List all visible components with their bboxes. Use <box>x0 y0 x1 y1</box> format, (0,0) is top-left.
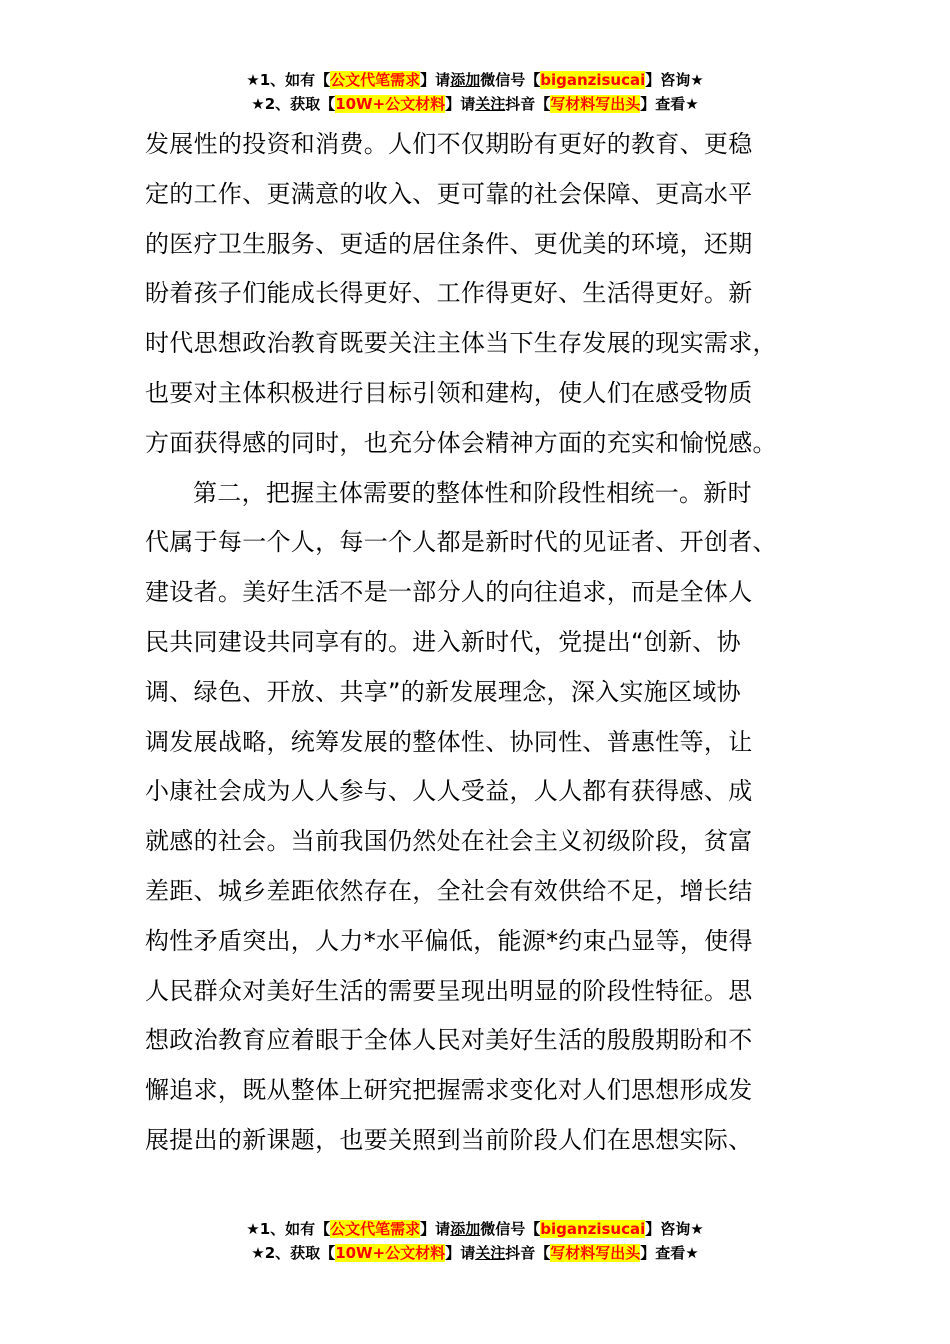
body-line: 发展性的投资和消费。人们不仅期盼有更好的教育、更稳 <box>145 130 753 158</box>
body-line: 展提出的新课题，也要关照到当前阶段人们在思想实际、 <box>145 1125 753 1154</box>
header-banner <box>0 68 950 116</box>
body-line: 想政治教育应着眼于全体人民对美好生活的殷殷期盼和不 <box>145 1026 753 1055</box>
highlight-materials: 10W+公文材料 <box>335 1244 446 1262</box>
body-line: 调发展战略，统筹发展的整体性、协同性、普惠性等，让 <box>145 727 753 756</box>
highlight-materials: 10W+公文材料 <box>335 95 446 113</box>
body-line: 民共同建设共同享有的。进入新时代，党提出“创新、协 <box>145 627 741 656</box>
body-line: 建设者。美好生活不是一部分人的向往追求，而是全体人 <box>145 578 753 607</box>
highlight-douyin-account: 写材料写出头 <box>550 1244 641 1262</box>
body-line: 方面获得感的同时，也充分体会精神方面的充实和愉悦感。 <box>145 428 777 457</box>
body-line: 就感的社会。当前我国仍然处在社会主义初级阶段，贫富 <box>145 827 753 856</box>
document-body <box>145 120 810 1166</box>
body-line: 构性矛盾突出，人力*水平偏低，能源*约束凸显等，使得 <box>145 926 753 955</box>
highlight-douyin-account: 写材料写出头 <box>550 95 641 113</box>
header-banner-line-2: ★2、获取【10W+公文材料】请关注抖音【写材料写出头】查看★ <box>251 95 699 113</box>
body-line: 人民群众对美好生活的需要呈现出明显的阶段性特征。思 <box>145 976 753 1005</box>
footer-banner-line-2: ★2、获取【10W+公文材料】请关注抖音【写材料写出头】查看★ <box>251 1244 699 1262</box>
body-line: 盼着孩子们能成长得更好、工作得更好、生活得更好。新 <box>145 279 753 308</box>
footer-banner <box>0 1217 950 1265</box>
body-line: 的医疗卫生服务、更适的居住条件、更优美的环境，还期 <box>145 229 753 258</box>
footer-banner-line-1: ★1、如有【公文代笔需求】请添加微信号【biganzisucai】咨询★ <box>246 1220 704 1238</box>
body-line: 差距、城乡差距依然存在，全社会有效供给不足，增长结 <box>145 876 753 905</box>
highlight-service: 公文代笔需求 <box>330 71 421 89</box>
body-line: 时代思想政治教育既要关注主体当下生存发展的现实需求， <box>145 329 777 358</box>
body-line: 懈追求，既从整体上研究把握需求变化对人们思想形成发 <box>145 1076 753 1105</box>
highlight-wechat-id: biganzisucai <box>540 1220 646 1238</box>
body-line: 也要对主体积极进行目标引领和建构，使人们在感受物质 <box>145 378 753 407</box>
highlight-wechat-id: biganzisucai <box>540 71 646 89</box>
body-line: 定的工作、更满意的收入、更可靠的社会保障、更高水平 <box>145 179 753 208</box>
body-line: 调、绿色、开放、共享”的新发展理念，深入实施区域协 <box>145 677 741 706</box>
body-line: 小康社会成为人人参与、人人受益，人人都有获得感、成 <box>145 777 753 806</box>
body-line: 代属于每一个人，每一个人都是新时代的见证者、开创者、 <box>145 528 777 557</box>
highlight-service: 公文代笔需求 <box>330 1220 421 1238</box>
body-line-paragraph-start: 第二，把握主体需要的整体性和阶段性相统一。新时 <box>193 478 752 507</box>
header-banner-line-1: ★1、如有【公文代笔需求】请添加微信号【biganzisucai】咨询★ <box>246 71 704 89</box>
